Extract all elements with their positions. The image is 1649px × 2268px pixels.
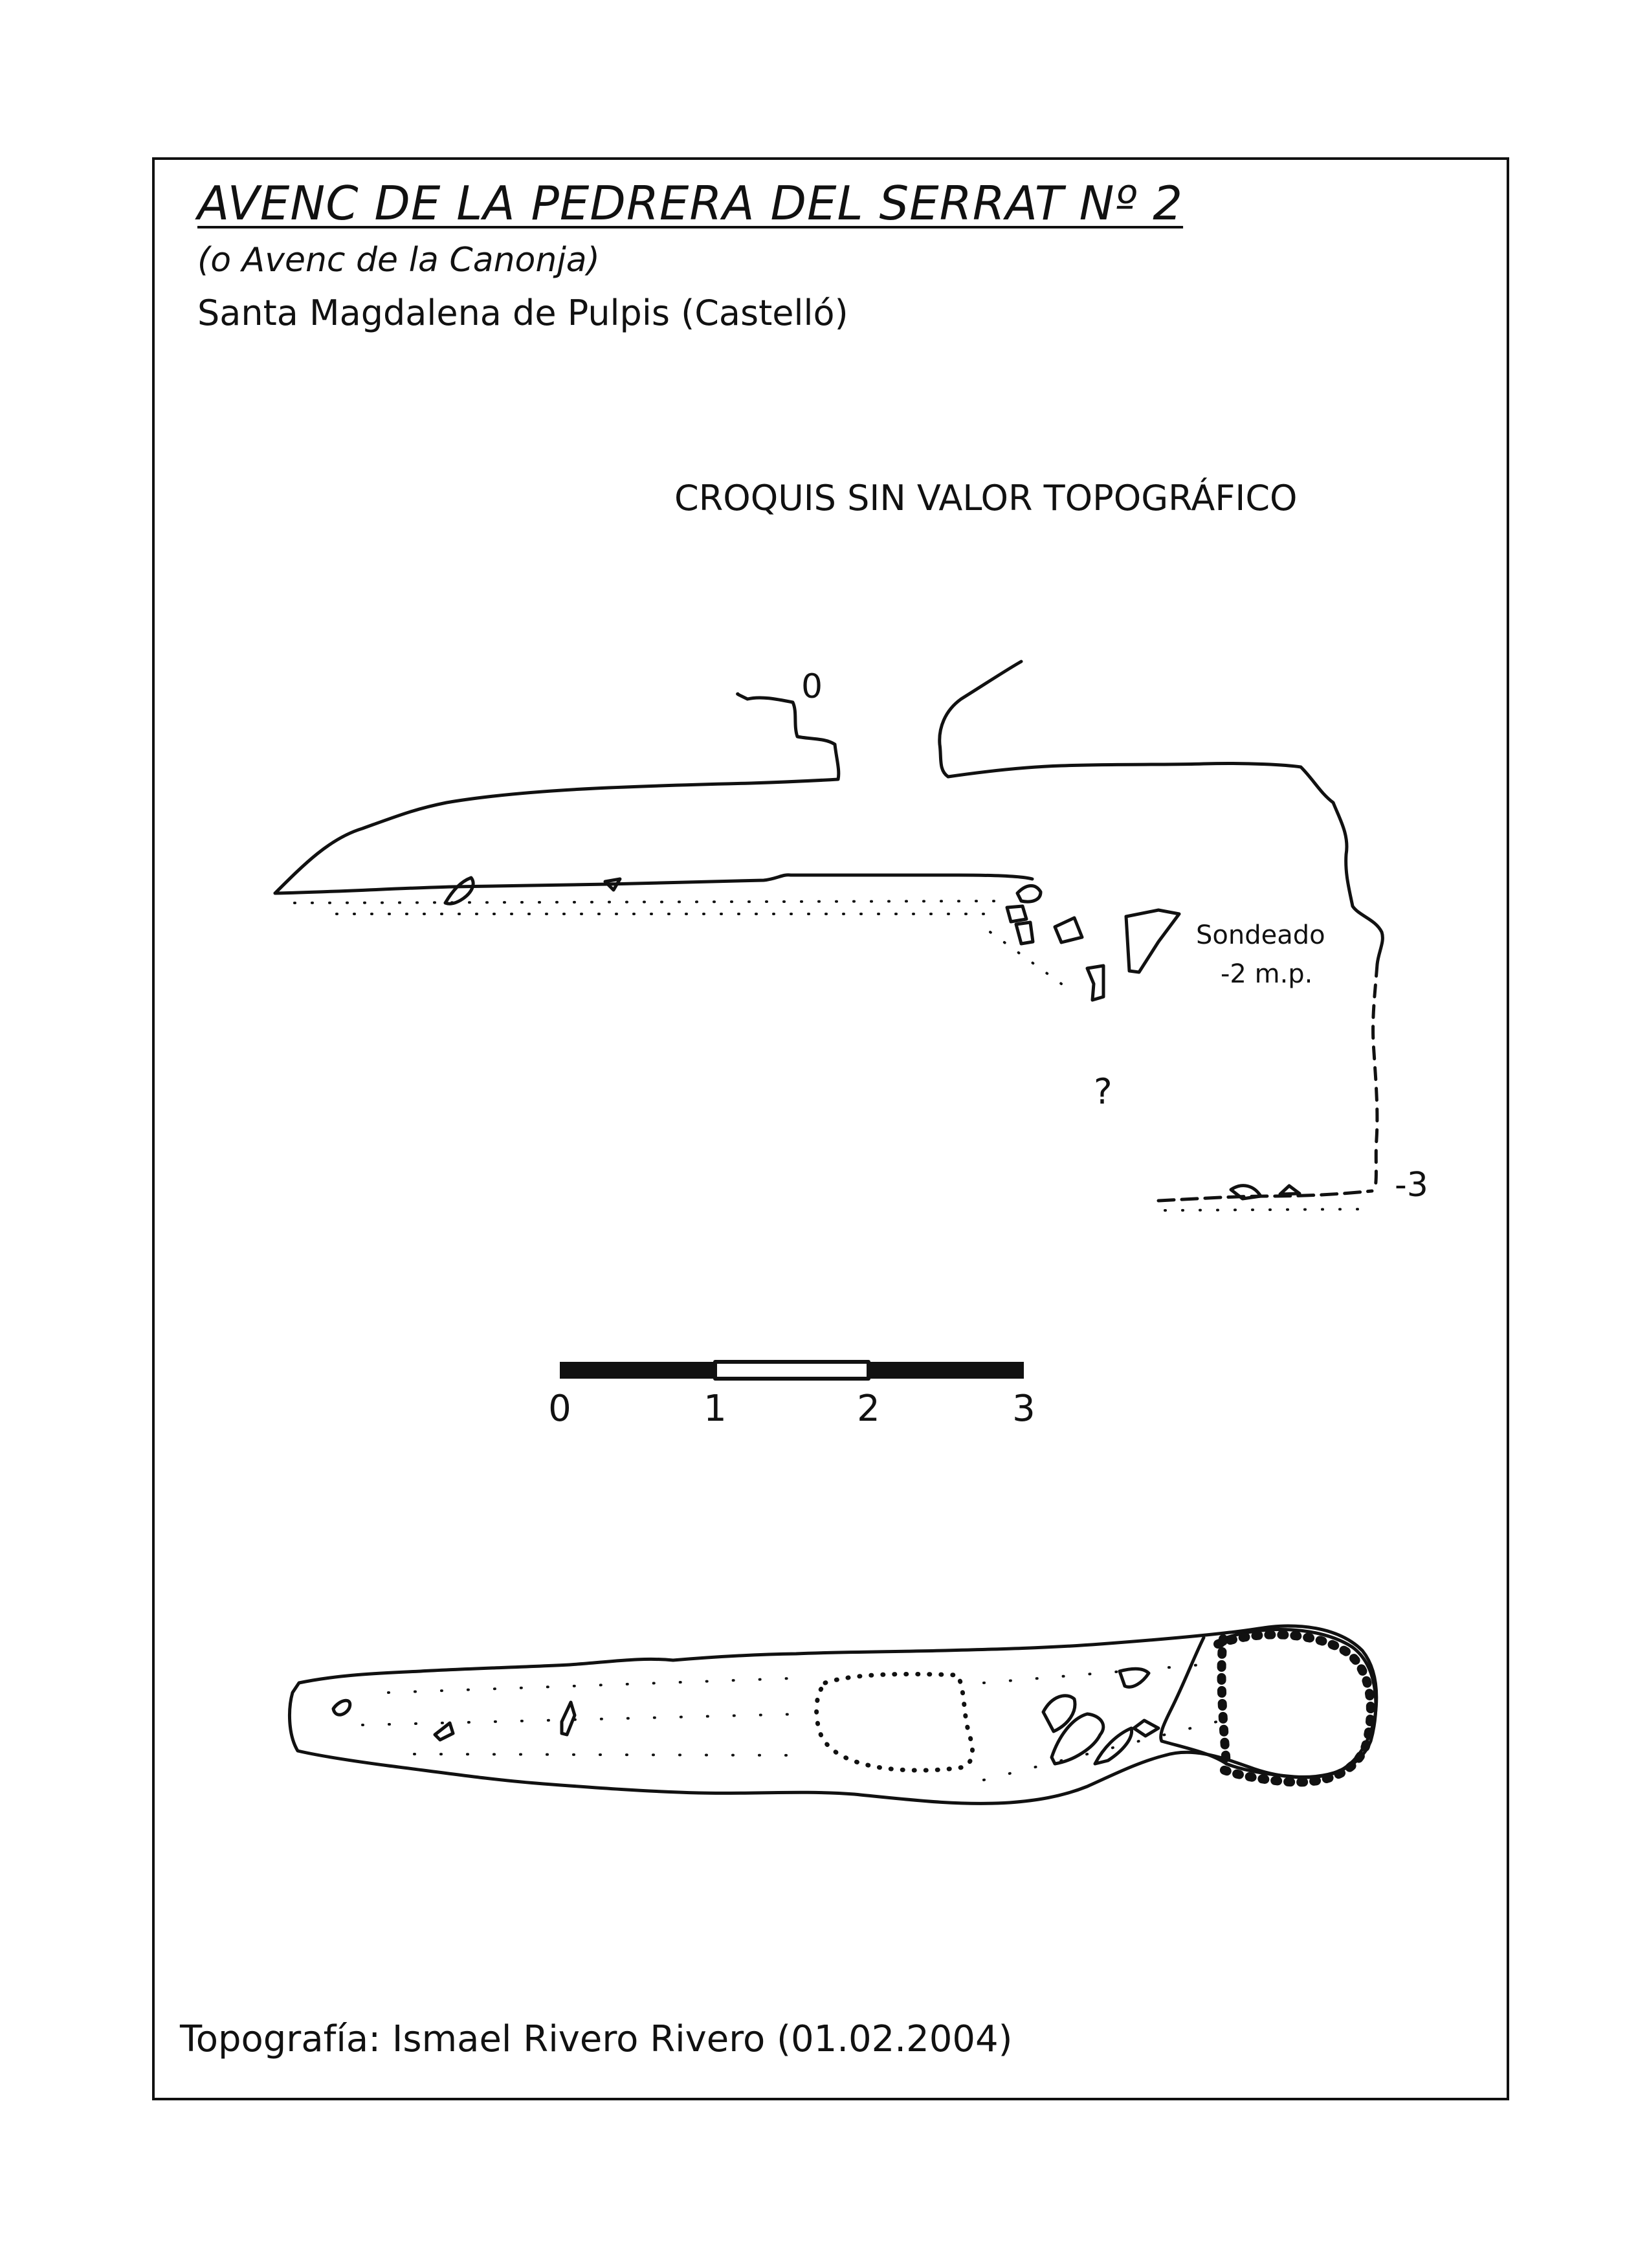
scale-segment-2-3 (869, 1362, 1024, 1379)
cave-location: Santa Magdalena de Pulpis (Castelló) (197, 293, 848, 333)
scale-bar (548, 1362, 1035, 1430)
depth-label-bottom: -3 (1395, 1166, 1428, 1205)
plan-shaft (1223, 1629, 1376, 1777)
section-floor-upper (275, 875, 1032, 893)
cave-title: AVENC DE LA PEDRERA DEL SERRAT Nº 2 (197, 176, 1184, 230)
plan-block (1134, 1720, 1158, 1736)
section-block (1126, 910, 1179, 972)
section-block (1017, 885, 1041, 902)
scale-label-2: 2 (857, 1388, 880, 1430)
plan-block (562, 1702, 575, 1735)
sounding-label: Sondeado (1196, 920, 1325, 950)
section-block (1007, 906, 1026, 922)
plan-block (1120, 1669, 1149, 1687)
section-block (1280, 1186, 1300, 1194)
section-ceiling-right (940, 662, 1383, 964)
scale-label-1: 1 (703, 1388, 727, 1430)
scale-segment-0-1 (560, 1362, 715, 1379)
cave-section (275, 662, 1428, 1210)
cave-plan (289, 1626, 1376, 1803)
plan-shaft-edge (1222, 1639, 1226, 1764)
plan-block (333, 1700, 350, 1715)
plan-dotted-zone (817, 1674, 973, 1770)
survey-credit: Topografía: Ismael Rivero Rivero (01.02.2004) (180, 2018, 1013, 2060)
sketch-disclaimer: CROQUIS SIN VALOR TOPOGRÁFICO (674, 478, 1298, 518)
plan-slope-edge (1161, 1638, 1226, 1764)
section-ceiling-left (275, 694, 839, 893)
section-block (445, 878, 473, 904)
scale-label-3: 3 (1012, 1388, 1035, 1430)
scale-segment-1-2 (715, 1362, 869, 1379)
cave-alternate-name: (o Avenc de la Canonja) (197, 241, 600, 280)
section-block (1055, 918, 1082, 942)
section-floor-lower (1158, 1191, 1372, 1201)
plan-outline (289, 1626, 1376, 1803)
section-block (1016, 922, 1033, 944)
depth-label-entrance: 0 (801, 667, 823, 706)
plan-sediment (362, 1663, 1217, 1780)
section-block (1087, 966, 1103, 1000)
plan-block (1052, 1714, 1103, 1764)
sounding-depth-label: -2 m.p. (1221, 959, 1313, 989)
plan-block (435, 1723, 453, 1740)
plan-shaft-hatching (1218, 1634, 1371, 1782)
section-wall-dashed (1373, 964, 1377, 1188)
unknown-marker: ? (1094, 1071, 1112, 1112)
scale-label-0: 0 (548, 1388, 571, 1430)
